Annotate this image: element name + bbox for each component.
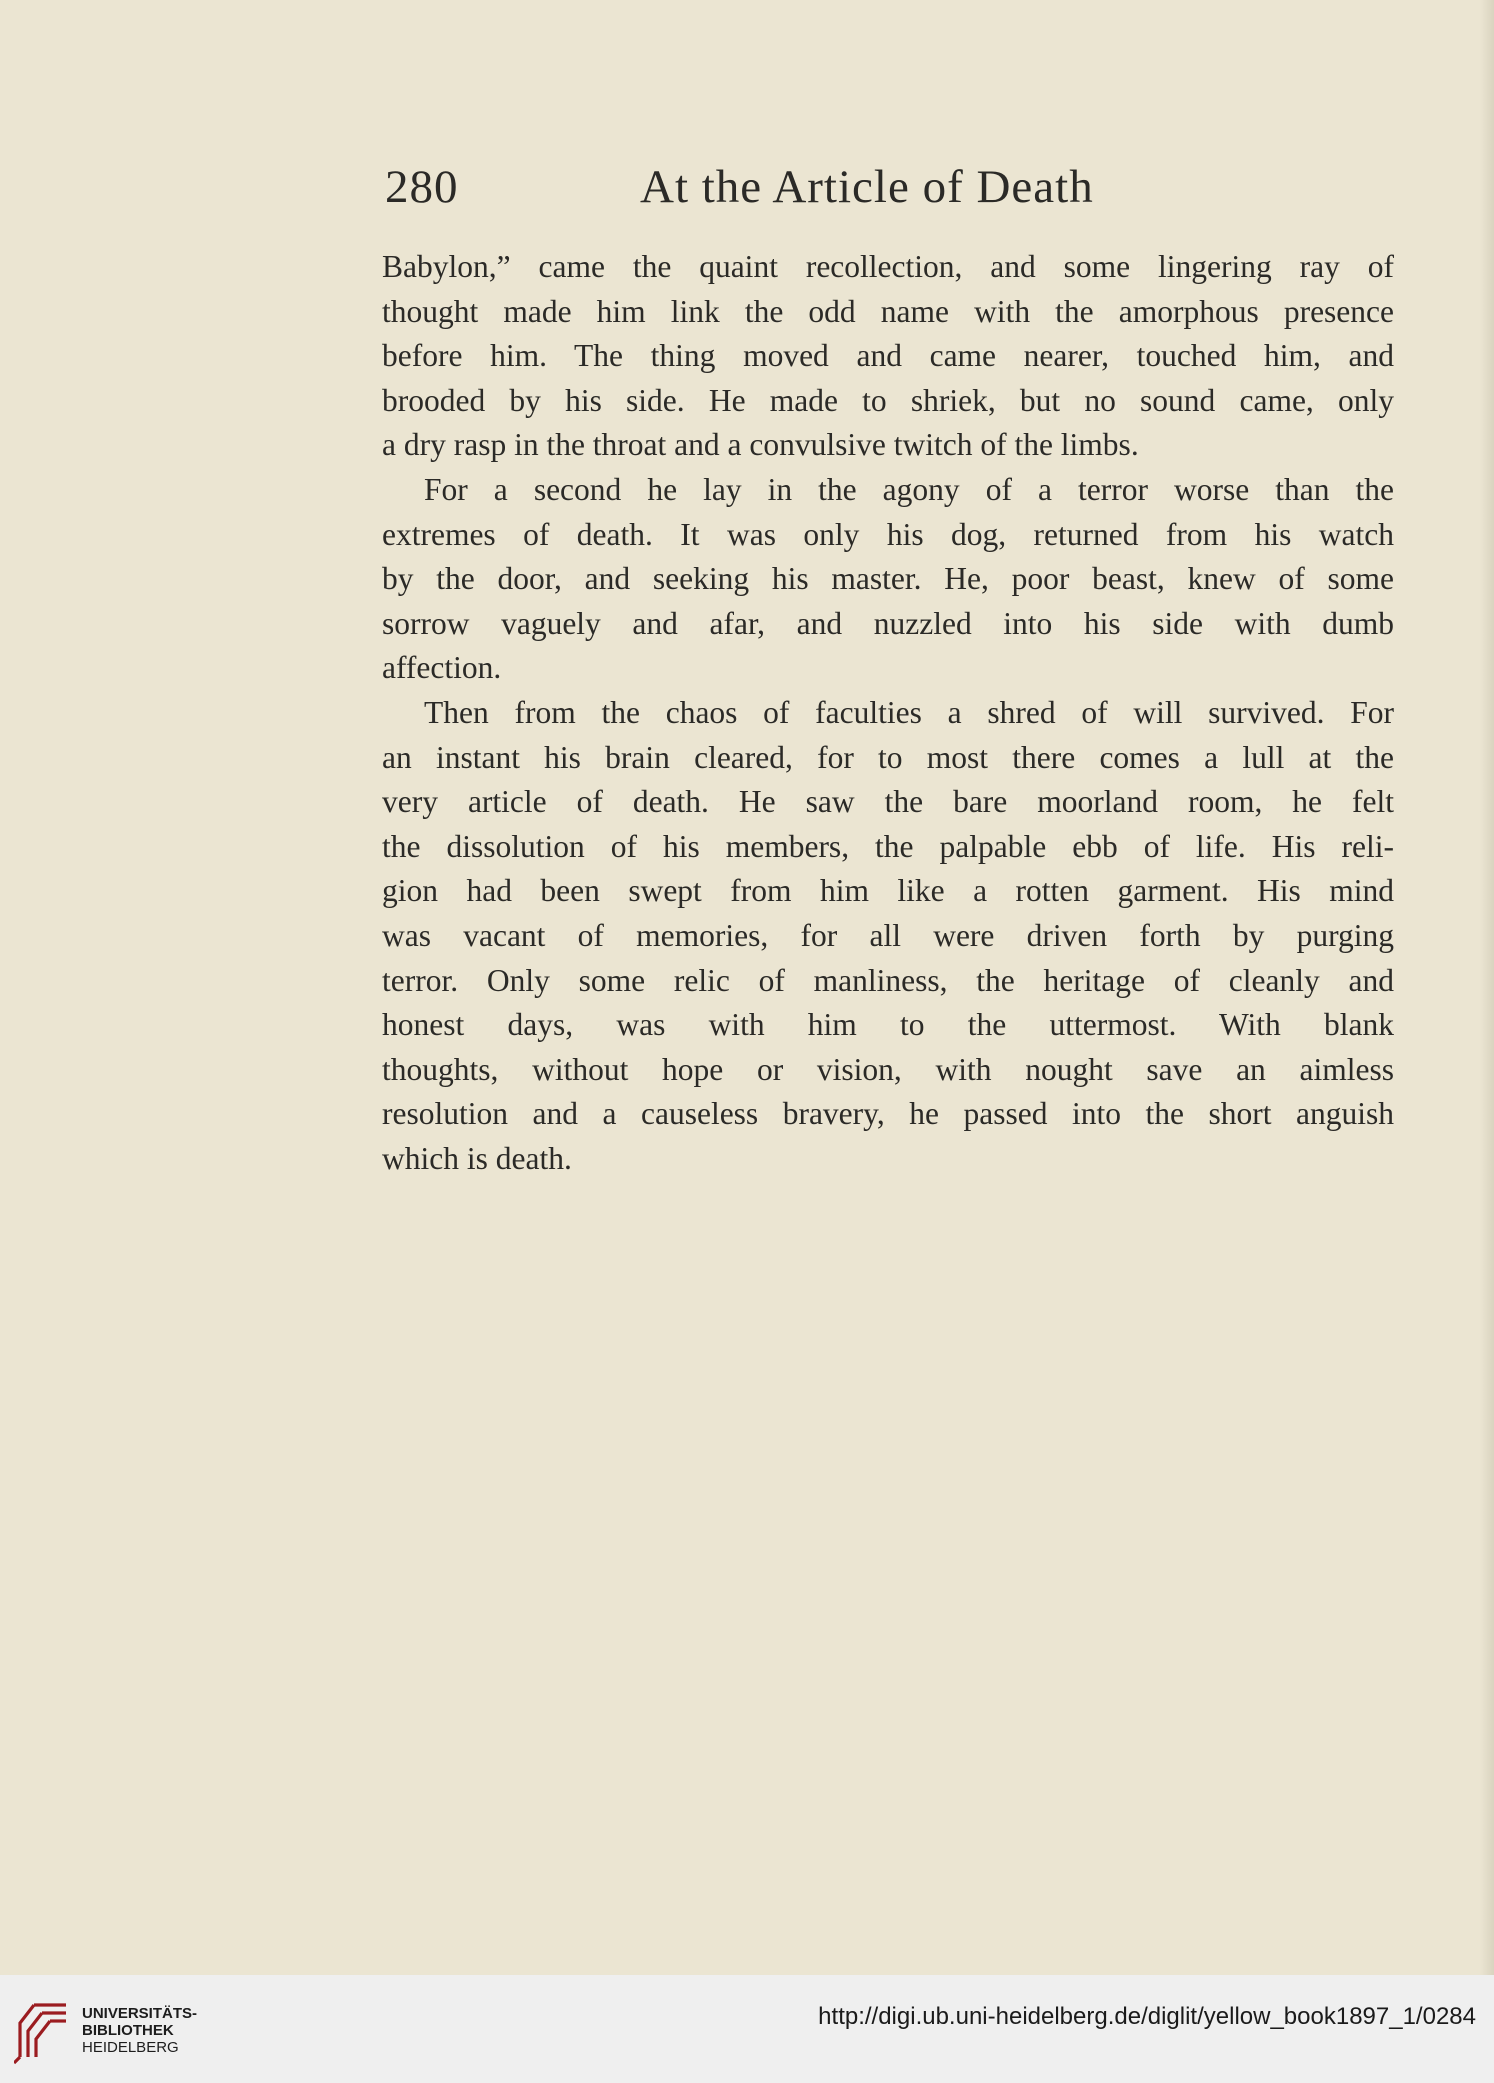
text-line: Then from the chaos of faculties a shred of will survived. For	[424, 694, 1394, 730]
body-text	[382, 245, 1394, 1181]
text-line: was vacant of memories, for all were driven forth by purging	[382, 917, 1394, 953]
text-line: which is death.	[382, 1140, 572, 1176]
text-line: For a second he lay in the agony of a terror worse than the	[424, 471, 1394, 507]
text-line: brooded by his side. He made to shriek, but no sound came, only	[382, 382, 1394, 418]
library-name-line1: UNIVERSITÄTS-	[82, 2005, 198, 2022]
library-name-line3: HEIDELBERG	[82, 2039, 179, 2056]
text-line: thoughts, without hope or vision, with nought save an aimless	[382, 1051, 1394, 1087]
text-line: the dissolution of his members, the palpable ebb of life. His reli-	[382, 828, 1394, 864]
text-line: honest days, was with him to the uttermost. With blank	[382, 1007, 1394, 1043]
page-number: 280	[385, 161, 459, 213]
text-line: extremes of death. It was only his dog, returned from his watch	[382, 516, 1394, 552]
text-line: resolution and a causeless bravery, he passed into the short anguish	[382, 1096, 1394, 1132]
text-line: Babylon,” came the quaint recollection, and some lingering ray of	[382, 249, 1394, 284]
library-name	[82, 2005, 197, 2056]
text-line: affection.	[382, 650, 502, 686]
text-line: thought made him link the odd name with the amorphous presence	[382, 293, 1394, 329]
text-line: terror. Only some relic of manliness, the heritage of cleanly and	[382, 962, 1394, 998]
text-line: by the door, and seeking his master. He, poor beast, knew of some	[382, 561, 1394, 597]
text-line: very article of death. He saw the bare moorland room, he felt	[382, 784, 1394, 820]
text-line: gion had been swept from him like a rotten garment. His mind	[382, 873, 1394, 909]
library-logo-icon	[14, 1997, 72, 2065]
text-line: sorrow vaguely and afar, and nuzzled into his side with dumb	[382, 605, 1394, 641]
text-line: an instant his brain cleared, for to most there comes a lull at the	[382, 739, 1394, 775]
page-edge	[1480, 0, 1494, 1975]
running-title: At the Article of Death	[640, 161, 1094, 213]
text-line: a dry rasp in the throat and a convulsive twitch of the limbs.	[382, 427, 1139, 463]
viewer-footer	[0, 1975, 1494, 2083]
text-line: before him. The thing moved and came nearer, touched him, and	[382, 338, 1394, 374]
permalink-url[interactable]: http://digi.ub.uni-heidelberg.de/diglit/yellow_book1897_1/0284	[818, 2003, 1476, 2030]
library-name-line2: BIBLIOTHEK	[82, 2022, 174, 2039]
